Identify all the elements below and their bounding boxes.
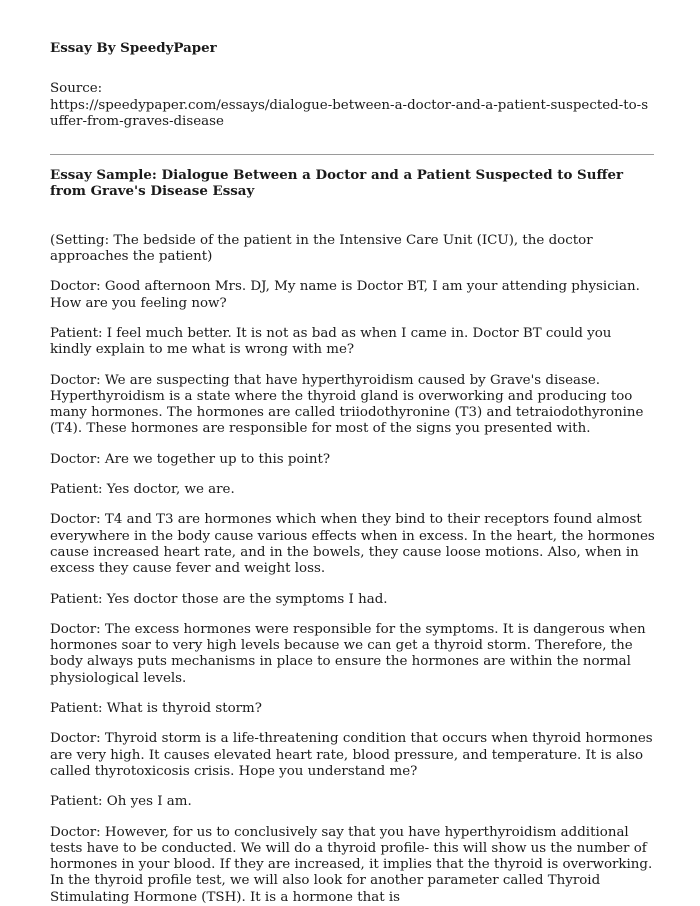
paragraph: Doctor: Good afternoon Mrs. DJ, My name is Doctor BT, I am your attending physician. How are you feeling now? <box>50 279 640 311</box>
source-url: https://speedypaper.com/essays/dialogue-between-a-doctor-and-a-patient-suspected-to-suffer-from-graves-disease <box>50 97 649 129</box>
paragraph: Patient: Oh yes I am. <box>50 794 192 810</box>
paragraph: Doctor: However, for us to conclusively say that you have hyperthyroidism additional tests have to be conducted. We will do a thyroid profile- this will show us the number of hormones in your blood. If they are increased, it implies that the thyroid is overworking. In the thyroid profile test, we will also look for another parameter called Thyroid Stimulating Hormone (TSH). It is a hormone that is <box>50 824 653 905</box>
paragraph: Doctor: Thyroid storm is a life-threatening condition that occurs when thyroid hormones are very high. It causes elevated heart rate, blood pressure, and temperature. It is also called thyrotoxicosis crisis. Hope you understand me? <box>50 731 653 779</box>
paragraph: Patient: Yes doctor those are the symptoms I had. <box>50 591 388 607</box>
paragraph: Doctor: We are suspecting that have hyperthyroidism caused by Grave's disease. Hyperthyroidism is a state where the thyroid gland is overworking and producing too many hormones. The hormones are called triiodothyronine (T3) and tetraiodothyronine (T4). These hormones are responsible for most of the signs you presented with. <box>50 372 644 437</box>
paragraph: Patient: Yes doctor, we are. <box>50 482 235 498</box>
paragraph: Doctor: Are we together up to this point? <box>50 451 331 467</box>
essay-by-heading: Essay By SpeedyPaper <box>50 40 217 56</box>
paragraph: Patient: I feel much better. It is not as bad as when I came in. Doctor BT could you kindly explain to me what is wrong with me? <box>50 325 612 358</box>
paragraph-setting: (Setting: The bedside of the patient in the Intensive Care Unit (ICU), the doctor approaches the patient) <box>50 232 593 265</box>
essay-title: Essay Sample: Dialogue Between a Doctor and a Patient Suspected to Suffer from Grave's Disease Essay <box>50 167 624 200</box>
paragraph: Doctor: T4 and T3 are hormones which when they bind to their receptors found almost everywhere in the body cause various effects when in excess. In the heart, the hormones cause increased heart rate, and in the bowels, they cause loose motions. Also, when in excess they cause fever and weight loss. <box>50 512 655 577</box>
paragraph: Patient: What is thyroid storm? <box>50 701 262 717</box>
divider <box>50 154 654 155</box>
paragraph: Doctor: The excess hormones were responsible for the symptoms. It is dangerous when hormones soar to very high levels because we can get a thyroid storm. Therefore, the body always puts mechanisms in place to ensure the hormones are within the normal physiological levels. <box>50 621 646 686</box>
document-page <box>50 30 655 906</box>
source-label: Source: <box>50 81 103 97</box>
